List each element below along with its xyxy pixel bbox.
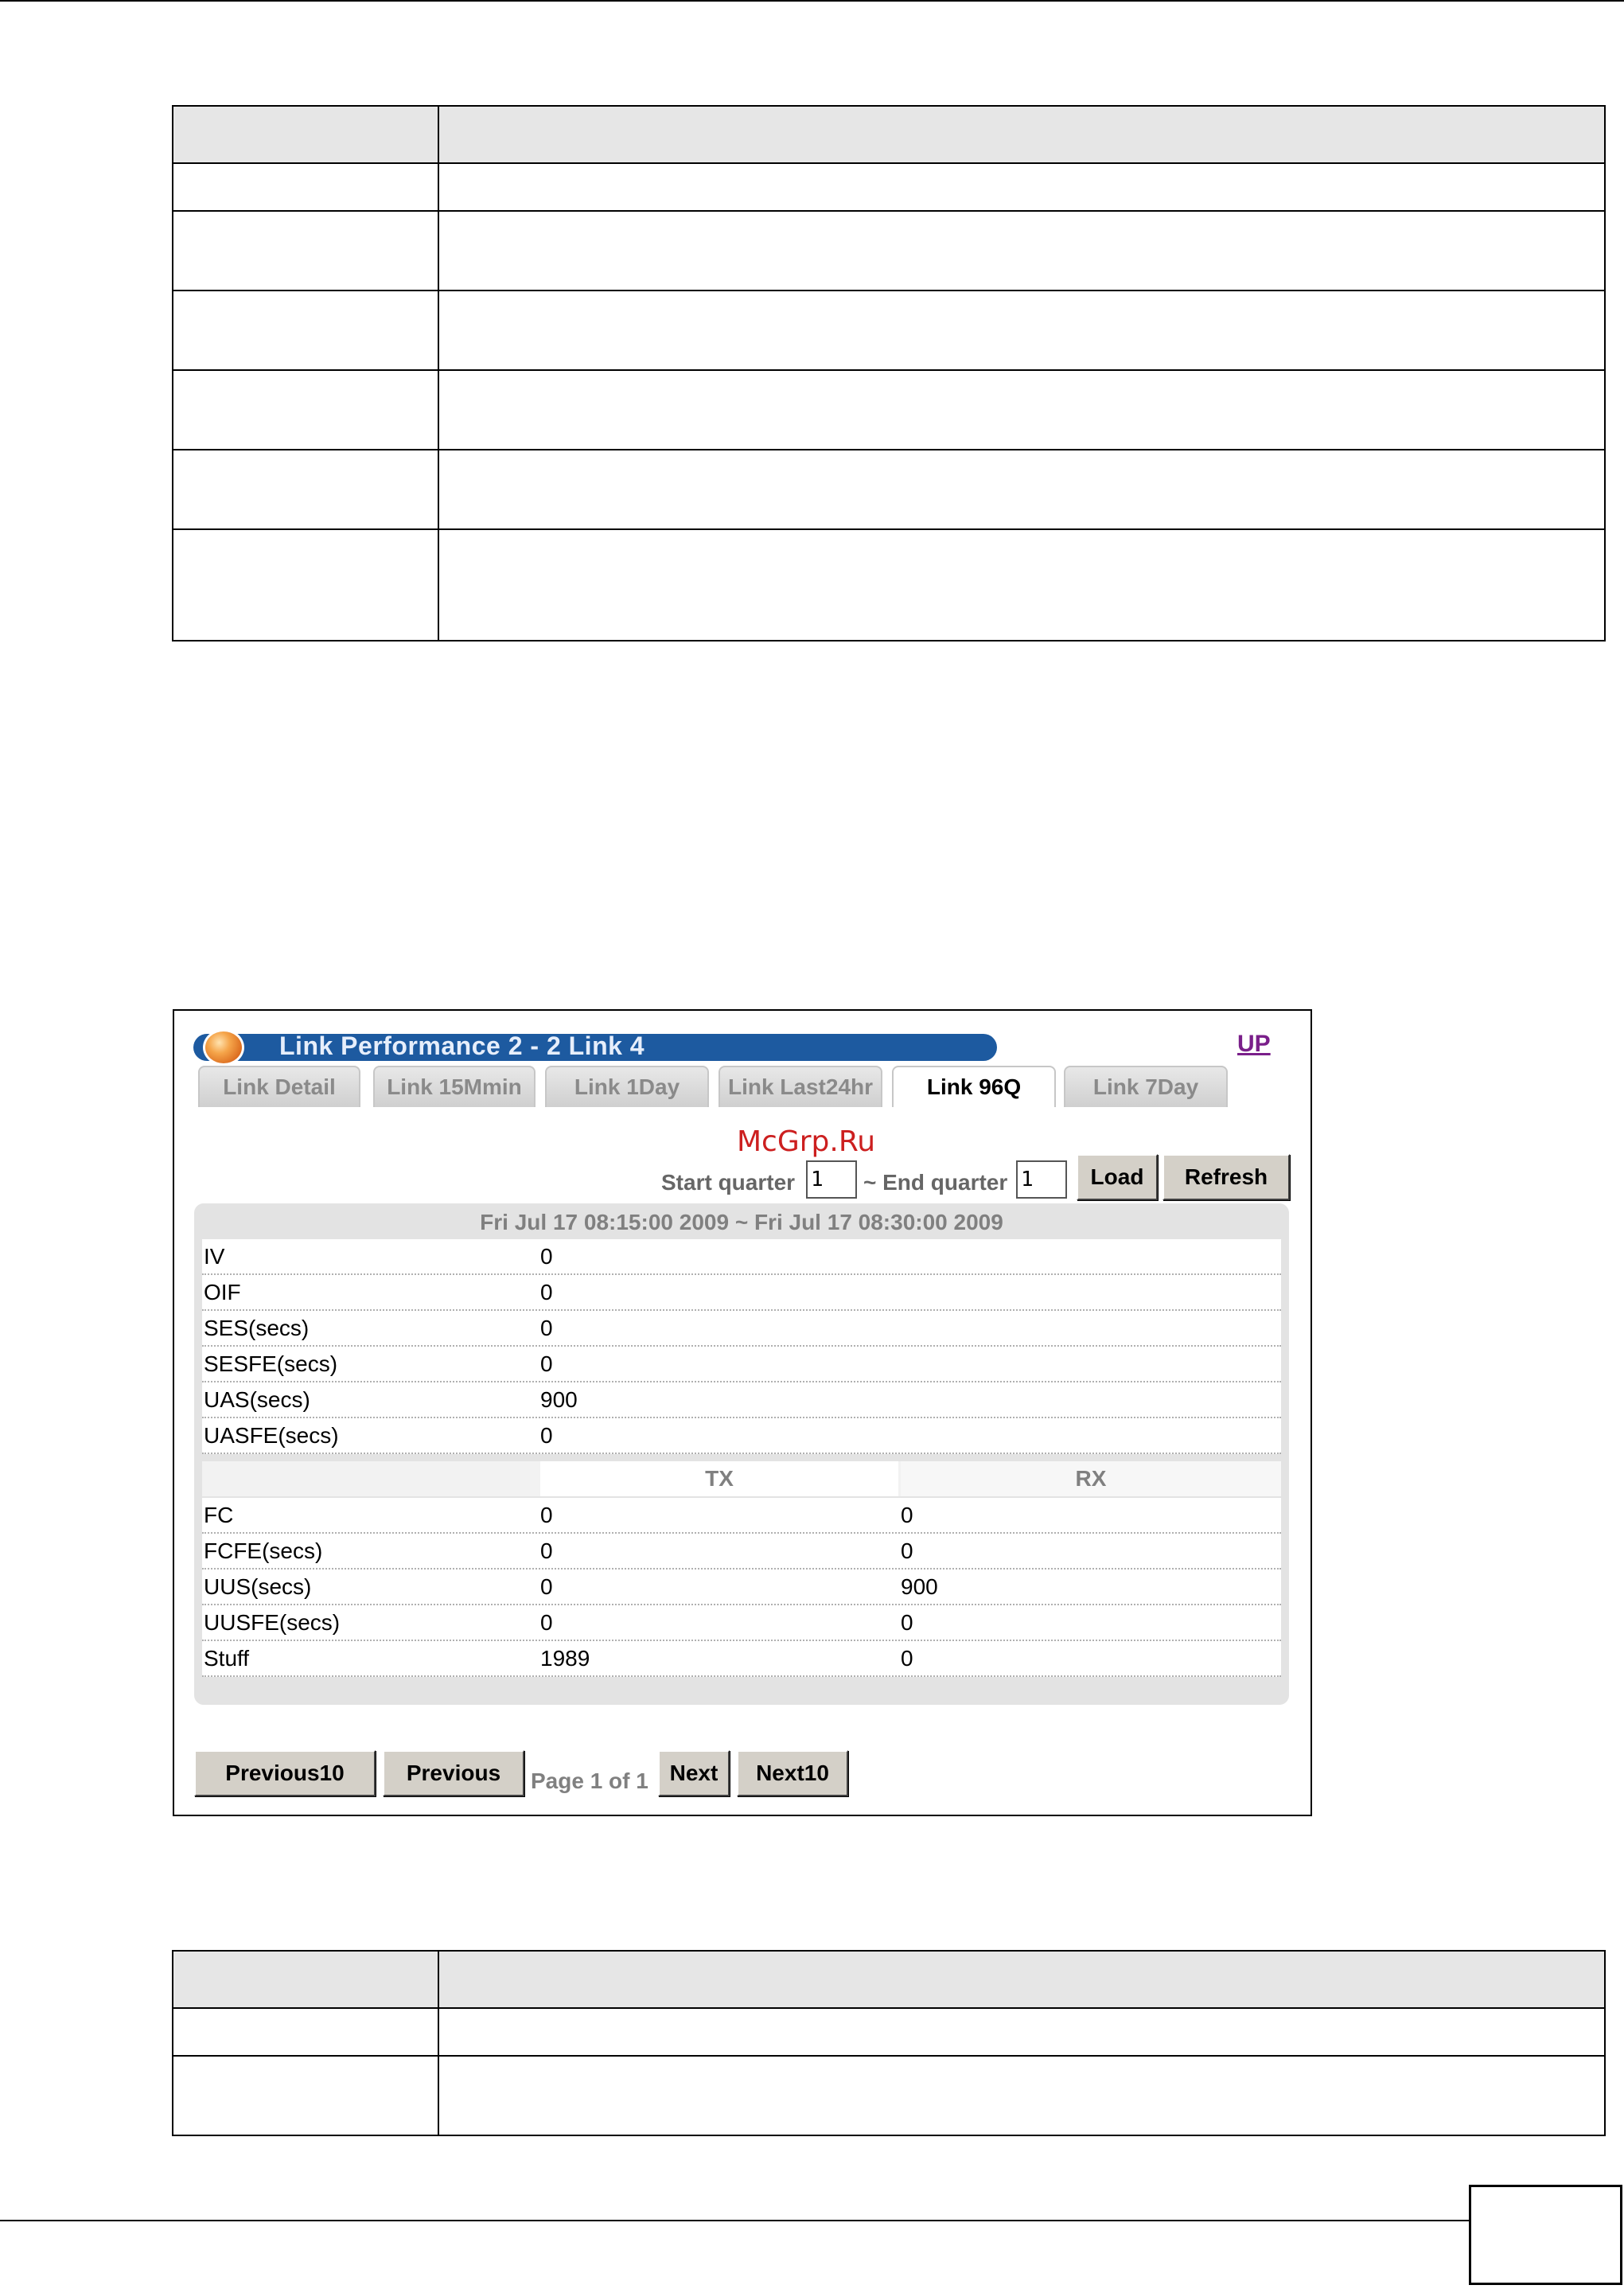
table-row [173, 370, 1605, 450]
load-button[interactable]: Load [1077, 1154, 1158, 1200]
start-quarter-label: Start quarter [661, 1170, 796, 1195]
tab-link-last24hr[interactable]: Link Last24hr [719, 1066, 882, 1107]
previous10-button[interactable]: Previous10 [194, 1750, 376, 1796]
stat-name: OIF [204, 1280, 241, 1304]
end-quarter-input[interactable] [1016, 1160, 1067, 1199]
tab-link-15mmin[interactable]: Link 15Mmin [373, 1066, 535, 1107]
stat-value: 0 [540, 1316, 553, 1340]
tx-column-header: TX [540, 1461, 898, 1496]
rx-value: 900 [901, 1574, 938, 1599]
table-row [173, 2008, 1605, 2056]
previous-button[interactable]: Previous [383, 1750, 524, 1796]
rx-value: 0 [901, 1610, 913, 1635]
txrx-name: FCFE(secs) [204, 1538, 323, 1563]
stat-value: 0 [540, 1280, 553, 1304]
stat-row [202, 1418, 1281, 1454]
txrx-name: FC [204, 1503, 234, 1527]
txrx-row [202, 1605, 1281, 1641]
link-performance-screenshot [173, 1009, 1312, 1816]
description-table-bottom [172, 1950, 1606, 2136]
txrx-name: Stuff [204, 1646, 250, 1671]
watermark-text: McGrp.Ru [737, 1125, 876, 1158]
stat-row [202, 1239, 1281, 1275]
table-row [173, 2056, 1605, 2135]
tx-value: 0 [540, 1574, 553, 1599]
stat-row [202, 1382, 1281, 1418]
tx-value: 0 [540, 1503, 553, 1527]
txrx-row [202, 1641, 1281, 1677]
table-header-row [173, 106, 1605, 163]
status-orb-icon [203, 1029, 244, 1066]
stat-name: UAS(secs) [204, 1387, 310, 1412]
txrx-row [202, 1570, 1281, 1605]
tab-link-7day[interactable]: Link 7Day [1064, 1066, 1228, 1107]
txrx-name: UUSFE(secs) [204, 1610, 341, 1635]
tx-value: 0 [540, 1538, 553, 1563]
rx-column-header: RX [901, 1461, 1281, 1496]
tx-value: 0 [540, 1610, 553, 1635]
table-row [173, 450, 1605, 529]
stat-row [202, 1275, 1281, 1311]
table-header-row [173, 1951, 1605, 2008]
rx-value: 0 [901, 1646, 913, 1671]
footer-rule [0, 2220, 1469, 2221]
status-up-link[interactable]: UP [1237, 1031, 1271, 1057]
stat-row [202, 1311, 1281, 1347]
stat-name: UASFE(secs) [204, 1423, 339, 1448]
stat-row [202, 1347, 1281, 1382]
stat-value: 0 [540, 1351, 553, 1376]
txrx-row [202, 1534, 1281, 1570]
tab-link-96q[interactable]: Link 96Q [892, 1066, 1056, 1107]
stat-name: IV [204, 1244, 225, 1269]
rx-value: 0 [901, 1503, 913, 1527]
txrx-row [202, 1498, 1281, 1534]
txrx-header-row [202, 1461, 1281, 1496]
start-quarter-input[interactable] [806, 1160, 857, 1199]
table-row [173, 529, 1605, 641]
stats-panel [194, 1203, 1289, 1705]
tx-value: 1989 [540, 1646, 590, 1671]
rx-value: 0 [901, 1538, 913, 1563]
stat-value: 900 [540, 1387, 578, 1412]
table-row [173, 291, 1605, 370]
txrx-name: UUS(secs) [204, 1574, 312, 1599]
stat-name: SES(secs) [204, 1316, 310, 1340]
stat-name: SESFE(secs) [204, 1351, 338, 1376]
stat-value: 0 [540, 1423, 553, 1448]
description-table-top [172, 105, 1606, 641]
stat-value: 0 [540, 1244, 553, 1269]
table-row [173, 163, 1605, 211]
next-button[interactable]: Next [658, 1750, 730, 1796]
tab-link-1day[interactable]: Link 1Day [545, 1066, 709, 1107]
tab-link-detail[interactable]: Link Detail [198, 1066, 360, 1107]
page-number-box [1469, 2185, 1622, 2285]
table-row [173, 211, 1605, 291]
next10-button[interactable]: Next10 [737, 1750, 848, 1796]
refresh-button[interactable]: Refresh [1163, 1154, 1290, 1200]
page-indicator: Page 1 of 1 [531, 1768, 648, 1793]
panel-title: Link Performance 2 - 2 Link 4 [279, 1031, 645, 1060]
end-quarter-label: ~ End quarter [863, 1170, 1008, 1195]
top-rule [0, 0, 1624, 2]
date-range-header: Fri Jul 17 08:15:00 2009 ~ Fri Jul 17 08:30:00 2009 [480, 1210, 1003, 1234]
